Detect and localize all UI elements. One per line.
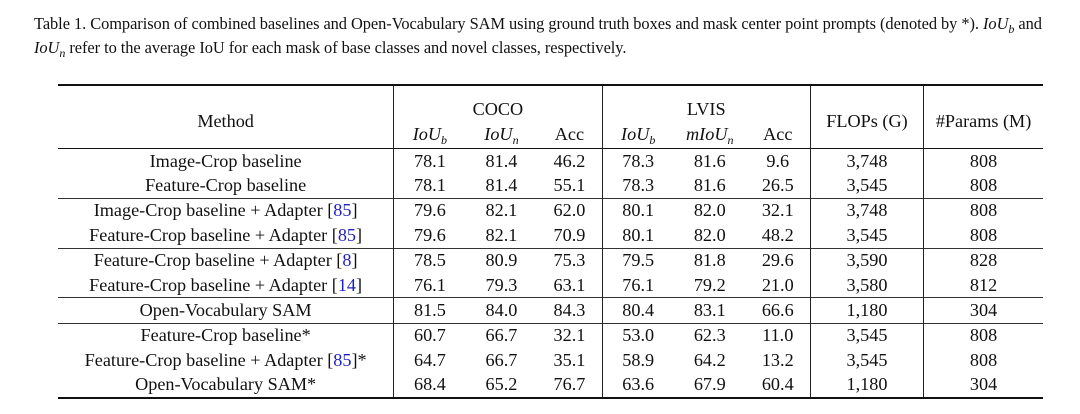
header-lvis: LVIS: [602, 85, 810, 120]
cell-coco-acc: 55.1: [537, 173, 602, 198]
header-lvis-iou-b: IoU$_b$: [621, 123, 656, 147]
method-cell: Feature-Crop baseline + Adapter [8]: [58, 248, 394, 273]
cell-flops: 3,580: [810, 273, 923, 298]
cell-coco-acc: 32.1: [537, 323, 602, 348]
caption-iou-b: IoU$_b$: [983, 14, 1015, 36]
citation-link[interactable]: 85: [337, 224, 356, 245]
table-row: [58, 298, 1043, 323]
method-cell: Image-Crop baseline + Adapter [85]: [58, 198, 394, 223]
cell-lvis-miou-n: 67.9: [674, 373, 746, 398]
cell-flops: 1,180: [810, 373, 923, 398]
table-caption: [34, 12, 1070, 60]
table-row: [58, 223, 1043, 248]
cell-coco-acc: 76.7: [537, 373, 602, 398]
results-table: [58, 84, 1043, 399]
citation-link[interactable]: 85: [333, 349, 352, 370]
cell-lvis-miou-n: 81.6: [693, 175, 726, 196]
cell-coco-iou-n: 80.9: [466, 248, 538, 273]
cell-lvis-miou-n: 79.2: [693, 274, 726, 295]
cell-lvis-iou-b: 63.6: [602, 373, 674, 398]
cell-coco-acc: 63.1: [537, 273, 602, 298]
cell-params: 808: [924, 323, 1043, 348]
header-lvis-miou-n: mIoU$_n$: [686, 123, 734, 147]
cell-params: 808: [924, 198, 1043, 223]
cell-params: 828: [924, 248, 1043, 273]
cell-params: 808: [924, 149, 1043, 174]
cell-params: 304: [924, 298, 1043, 323]
cell-lvis-miou-n: 81.8: [674, 248, 746, 273]
cell-flops: 3,748: [810, 198, 923, 223]
cell-coco-iou-b: 78.1: [394, 149, 466, 174]
cell-coco-acc: 35.1: [537, 348, 602, 372]
header-lvis-acc: Acc: [746, 120, 811, 149]
citation-link[interactable]: 85: [333, 200, 352, 221]
cell-coco-iou-b: 81.5: [394, 298, 466, 323]
cell-flops: 3,545: [810, 223, 923, 248]
header-coco: COCO: [394, 85, 602, 120]
cell-flops: 3,545: [810, 323, 923, 348]
cell-coco-iou-b: 78.5: [394, 248, 466, 273]
table-row: [58, 273, 1043, 298]
cell-lvis-acc: 32.1: [746, 198, 811, 223]
cell-lvis-acc: 26.5: [746, 173, 811, 198]
table-row: [58, 198, 1043, 223]
table-row: [58, 348, 1043, 372]
cell-lvis-acc: 21.0: [746, 273, 811, 298]
header-coco-iou-n: IoU$_n$: [484, 123, 519, 147]
method-cell: Feature-Crop baseline: [58, 173, 394, 198]
cell-lvis-iou-b: 80.1: [602, 198, 674, 223]
cell-lvis-iou-b: 80.4: [602, 298, 674, 323]
cell-coco-iou-n: 66.7: [466, 323, 538, 348]
cell-lvis-acc: 29.6: [746, 248, 811, 273]
cell-lvis-iou-b: 76.1: [622, 274, 655, 295]
cell-coco-iou-n: 82.1: [466, 198, 538, 223]
cell-coco-iou-n: 65.2: [466, 373, 538, 398]
table-row: [58, 373, 1043, 398]
cell-lvis-iou-b: 79.5: [602, 248, 674, 273]
cell-coco-iou-b: 79.6: [394, 198, 466, 223]
cell-coco-iou-b: 64.7: [413, 349, 446, 370]
table-row: [58, 149, 1043, 174]
citation-link[interactable]: 14: [337, 274, 356, 295]
cell-flops: 3,748: [810, 149, 923, 174]
method-cell: Open-Vocabulary SAM*: [58, 373, 394, 398]
cell-coco-acc: 75.3: [537, 248, 602, 273]
cell-lvis-acc: 48.2: [746, 223, 811, 248]
caption-iou-n: IoU$_n$: [34, 38, 66, 60]
header-flops: FLOPs (G): [810, 85, 923, 149]
cell-coco-iou-b: 68.4: [394, 373, 466, 398]
cell-params: 812: [969, 274, 998, 295]
cell-lvis-miou-n: 81.6: [674, 149, 746, 174]
cell-flops: 3,545: [810, 348, 923, 372]
method-cell: Feature-Crop baseline*: [58, 323, 394, 348]
cell-coco-iou-b: 78.1: [413, 175, 446, 196]
cell-coco-acc: 62.0: [537, 198, 602, 223]
cell-coco-acc: 70.9: [537, 223, 602, 248]
header-coco-acc: Acc: [537, 120, 602, 149]
header-method: Method: [58, 85, 394, 149]
cell-coco-iou-b: 79.6: [413, 224, 446, 245]
cell-lvis-iou-b: 78.3: [602, 149, 674, 174]
cell-lvis-miou-n: 83.1: [674, 298, 746, 323]
cell-coco-iou-b: 60.7: [394, 323, 466, 348]
cell-lvis-acc: 11.0: [746, 323, 811, 348]
cell-params: 304: [924, 373, 1043, 398]
table-row: [58, 173, 1043, 198]
cell-params: 808: [969, 349, 998, 370]
cell-lvis-acc: 13.2: [746, 348, 811, 372]
cell-coco-iou-n: 81.4: [485, 175, 518, 196]
cell-lvis-miou-n: 82.0: [693, 224, 726, 245]
caption-text-1: Table 1. Comparison of combined baselines and Open-Vocabulary SAM using ground truth boxes and mask center point prompts (denoted by *).: [34, 14, 984, 33]
cell-lvis-acc: 9.6: [746, 149, 811, 174]
cell-coco-iou-n: 84.0: [466, 298, 538, 323]
cell-coco-iou-b: 76.1: [413, 274, 446, 295]
caption-text-2: refer to the average IoU for each mask of base classes and novel classes, respectively.: [65, 38, 627, 57]
cell-coco-iou-n: 79.3: [485, 274, 518, 295]
cell-lvis-acc: 66.6: [746, 298, 811, 323]
cell-lvis-iou-b: 58.9: [622, 349, 655, 370]
header-coco-iou-b: IoU$_b$: [412, 123, 448, 147]
cell-lvis-iou-b: 80.1: [622, 224, 655, 245]
cell-lvis-acc: 60.4: [746, 373, 811, 398]
table-row: [58, 248, 1043, 273]
cell-coco-iou-n: 82.1: [485, 224, 518, 245]
header-params: #Params (M): [935, 110, 1032, 131]
cell-coco-iou-n: 66.7: [485, 349, 518, 370]
cell-params: 808: [969, 224, 998, 245]
cell-flops: 1,180: [810, 298, 923, 323]
method-cell: Image-Crop baseline: [58, 149, 394, 174]
caption-and: and: [1014, 14, 1042, 33]
cell-coco-acc: 84.3: [537, 298, 602, 323]
cell-flops: 3,590: [810, 248, 923, 273]
cell-lvis-miou-n: 64.2: [693, 349, 726, 370]
citation-link[interactable]: 8: [342, 250, 352, 271]
table-row: [58, 323, 1043, 348]
method-cell: Feature-Crop baseline + Adapter [85]*: [58, 348, 394, 372]
cell-flops: 3,545: [810, 173, 923, 198]
cell-lvis-iou-b: 78.3: [622, 175, 655, 196]
cell-lvis-miou-n: 82.0: [674, 198, 746, 223]
cell-coco-acc: 46.2: [537, 149, 602, 174]
cell-coco-iou-n: 81.4: [466, 149, 538, 174]
method-cell: Open-Vocabulary SAM: [58, 298, 394, 323]
method-cell: Feature-Crop baseline + Adapter [14]: [58, 273, 394, 298]
cell-lvis-iou-b: 53.0: [602, 323, 674, 348]
table-body: [58, 149, 1043, 398]
cell-params: 808: [969, 175, 998, 196]
method-cell: Feature-Crop baseline + Adapter [85]: [58, 223, 394, 248]
cell-lvis-miou-n: 62.3: [674, 323, 746, 348]
